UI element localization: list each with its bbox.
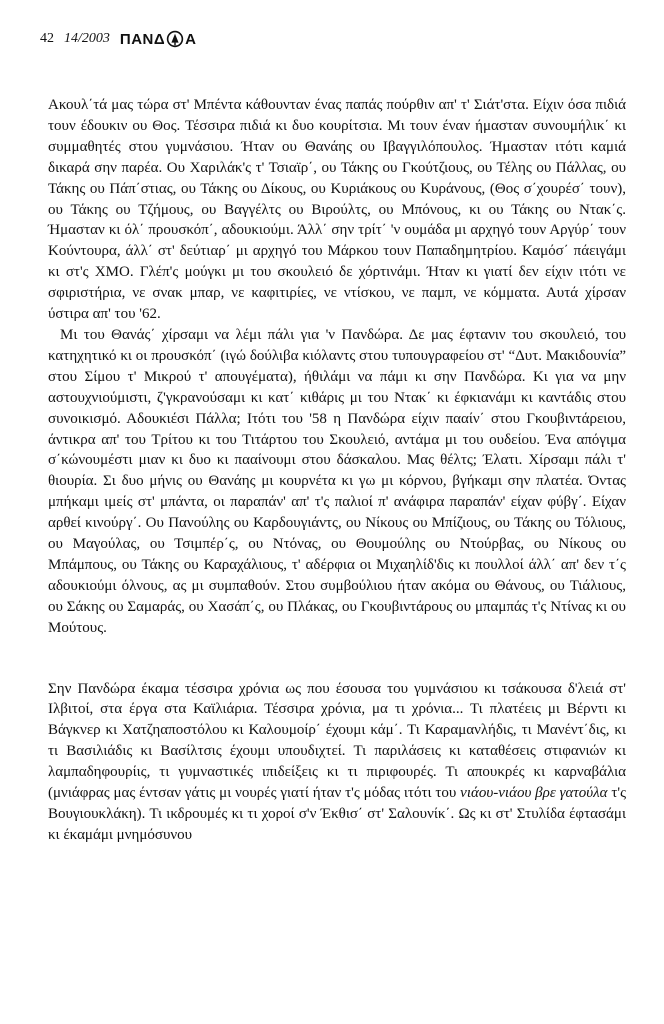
magazine-title-right: Α xyxy=(185,30,197,48)
magazine-title-left: ΠΑΝΔ xyxy=(119,30,166,48)
article-body xyxy=(48,95,626,846)
paragraph-3 xyxy=(48,679,626,846)
issue-number: 14/2003 xyxy=(64,31,110,46)
paragraph-1: Ακουλ΄τά μας τώρα στ' Μπέντα κάθουνταν ένας παπάς πούρθιν απ' τ' Σιάτ'στα. Είχιν όσα πιδιά τουν έδουκιν ου Θος. Τέσσιρα πιδιά κι δυο κουρίτσια. Μι τουν έναν ήμασταν συνουμήλικ΄ κι συμμαθητές στου γυμνάσιου. Ήταν ου Θανάης ου Ιβαγγιλόπουλος. Ήμασταν ιτότι καμιά δικαρά σην παρέα. Ου Χαριλάκ'ς τ' Τσιαϊρ΄, ου Τάκης ου Γκούτζιους, ου Τέλης ου Πάλλας, ου Τάκης ου Πάπ΄στιας, ου Τάκης ου Δίκους, ου Κυριάκους ου Κυράνους, (Θος σ΄χουρέσ΄ τουν), ου Τάκης ου Τζήμους, ου Βαγγέλτς ου Βιρούλτς, ου Μπόνους, κι ου Τάκης ου Ντακ΄ς. Ήμασταν κι όλ΄ προυσκόπ΄, αδουκιούμι. Άλλ΄ σην τρίτ΄ 'ν ουμάδα μι αρχηγό τουν Αργύρ΄ τουν Κούντουρα, άλλ΄ στ' δεύτιαρ΄ μι αρχηγό του Μάρκου τουν Παπαδημητρίου. Καμόσ΄ πάειγάμι κι στ'ς ΧΜΟ. Γλέπ'ς μούγκι μι του σκουλειό δε χόρτινάμι. Ήταν κι γιατί δεν είχιν ιτότι νε σφιριστήρια, νε σνακ μπαρ, νε καφιτιρίες, νε ντίσκου, νε παμπ, νε κόμματα. Αυτά χίρσαν ύστιρα απ' του '62. xyxy=(48,97,626,323)
section-gap xyxy=(48,639,626,679)
magazine-logo-icon xyxy=(166,30,184,48)
paragraph-3-text: Σην Πανδώρα έκαμα τέσσιρα χρόνια ως που έσουσα του γυμνάσιου κι τσάκουσα δ'λειά στ' Ιλβιτοί, στα έργα στα Καϊλιάρια. Τέσσιρα χρόνια, μα τι χρόνια... Τι πλατέεις μι Βέρντι κι Βάγκνερ κι Χατζηαποστόλου κι Καλουμοίρ΄ έχουμι κάμ΄. Τι Καραμανλήδις, τι Μανέντ΄δις, κι τι Βασιλιάδις κι Βασίλτσις έχουμι υπουδιχτεί. Τι παριλάσεις κι καταθέσεις στιφανιών κι λαμπαδηφουρίις, τι γυμναστικές ιπιδείξεις κι τι πιριφουρές. Τι απουκρές κι καρναβάλια (μνιάφρας μας έντσαν γάτις μι νουρές γιατί ήταν τ'ς μόδας ιτότι του xyxy=(48,680,626,802)
page-number: 42 xyxy=(40,31,54,46)
paragraph-2: Μι του Θανάς΄ χίρσαμι να λέμι πάλι για 'ν Πανδώρα. Δε μας έφτανιν του σκουλειό, του κατηχητικό κι οι προυσκόπ΄ (ιγώ δούλιβα κιόλαντς στου τυπουγραφείου στ' “Δυτ. Μακιδουνία” στου Σίμου τ' Μικρού τ' απουγέματα), ήθιλάμι να πάμι κι σην Πανδώρα. Κι για να μην αστουχνιούμιστι, ζ'γκρανούσαμι κι κατ΄ κιθάρις μι του Ντακ΄ κι έφκιανάμι κι καντάδις στου συνοικισμό. Αδουκιέσι Πάλλα; Ιτότι του '58 η Πανδώρα είχιν πααίν΄ στου Γκουβιντάρειου, άντικρα απ' του Τρίτου κι του Τιτάρτου του Σκουλειό, αντάμα μι του ουδείου. Ένα απόγιμα σ΄κώνουμέστι μιαν κι δυο κι πααίνουμι στου δάσκαλου. Μας θέλτς; Έλατι. Χίρσαμι πάλι τ' θιουρία. Σι δυο μήνις ου Θανάης μι κουρνέτα κι γω μι κόρνου, βγήκαμι σην πλατέα. Όντας μπήκαμι ιμείς στ' μπάντα, οι παραπάν' απ' τ'ς παλιοί π' ανάφιρα παραπάν' είχαν φύβγ΄. Είχαν αρθεί κινούργ΄. Ου Πανούλης ου Καρδουγιάντς, ου Νίκους ου Μπίζιους, ου Τάκης ου Τόλιους, ου Μαγούλας, ου Τσιμπέρ΄ς, ου Ντόνας, ου Θουμούλης ου Ντούρβας, ου Νίκους ου Μπάμπους, ου Τάκης ου Καραχάλιους, τ' αδέρφια οι Μιχαηλίδ'δις κι πουλλοί άλλ΄ απ' δεν τ΄ς αδουκιούμι όλνους, ας μι συμπαθούν. Στου συμβούλιου ήταν ακόμα ου Θάνους, ου Τιάλιους, ου Σάκης ου Σαμαράς, ου Χασάπ΄ς, ου Πλάκας, ου Γκουβιντάρους ου μπαμπάς τ'ς Ντίνας κι ου Μούτους. xyxy=(48,326,626,636)
song-title-italic: νιάου-νιάου βρε γατούλα xyxy=(460,785,608,802)
paragraph-3-tail: τ'ς Βουγιουκλάκη). Τι ικδρουμές κι τι χοροί σ'ν Έκθισ΄ στ' Σαλουνίκ΄. Ως κι στ' Στυλίδα έφτασάμι κι έκαμάμι μνημόσυνου xyxy=(48,785,627,843)
page-header xyxy=(40,30,197,48)
magazine-title xyxy=(120,30,197,48)
